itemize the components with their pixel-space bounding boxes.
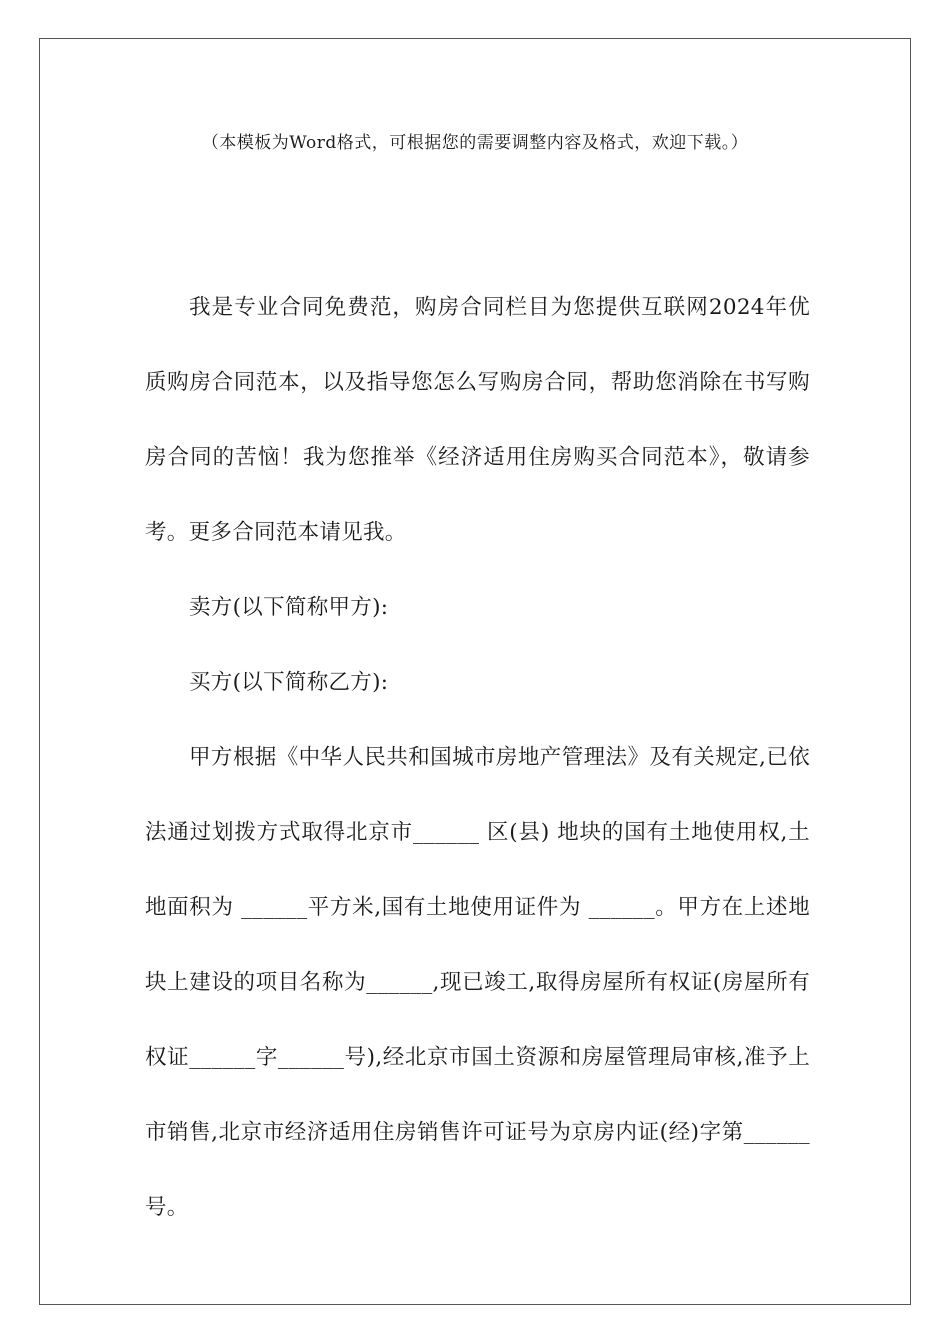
seller-line: 卖方(以下简称甲方): [189, 595, 389, 620]
intro-paragraph: 我是专业合同免费范，购房合同栏目为您提供互联网2024年优质购房合同范本，以及指导您怎么写购房合同，帮助您消除在书写购房合同的苦恼！我为您推举《经济适用住房购买合同范本》，敬请参考。更多合同范本请见我。 [145, 295, 810, 545]
template-note: （本模板为Word格式，可根据您的需要调整内容及格式，欢迎下载。） [201, 133, 749, 153]
buyer-line: 买方(以下简称乙方): [189, 670, 389, 695]
document-body [145, 270, 810, 1245]
clause-paragraph: 甲方根据《中华人民共和国城市房地产管理法》及有关规定,已依法通过划拨方式取得北京市______ 区(县) 地块的国有土地使用权,土地面积为 ______平方米,国有土地使用证件为 ______。甲方在上述地块上建设的项目名称为______,现已竣工,取得房屋所有权证(房屋所有权证______字______号),经北京市国土资源和房屋管理局审核,准予上市销售,北京市经济适用住房销售许可证号为京房内证(经)字第______号。 [145, 745, 810, 1220]
